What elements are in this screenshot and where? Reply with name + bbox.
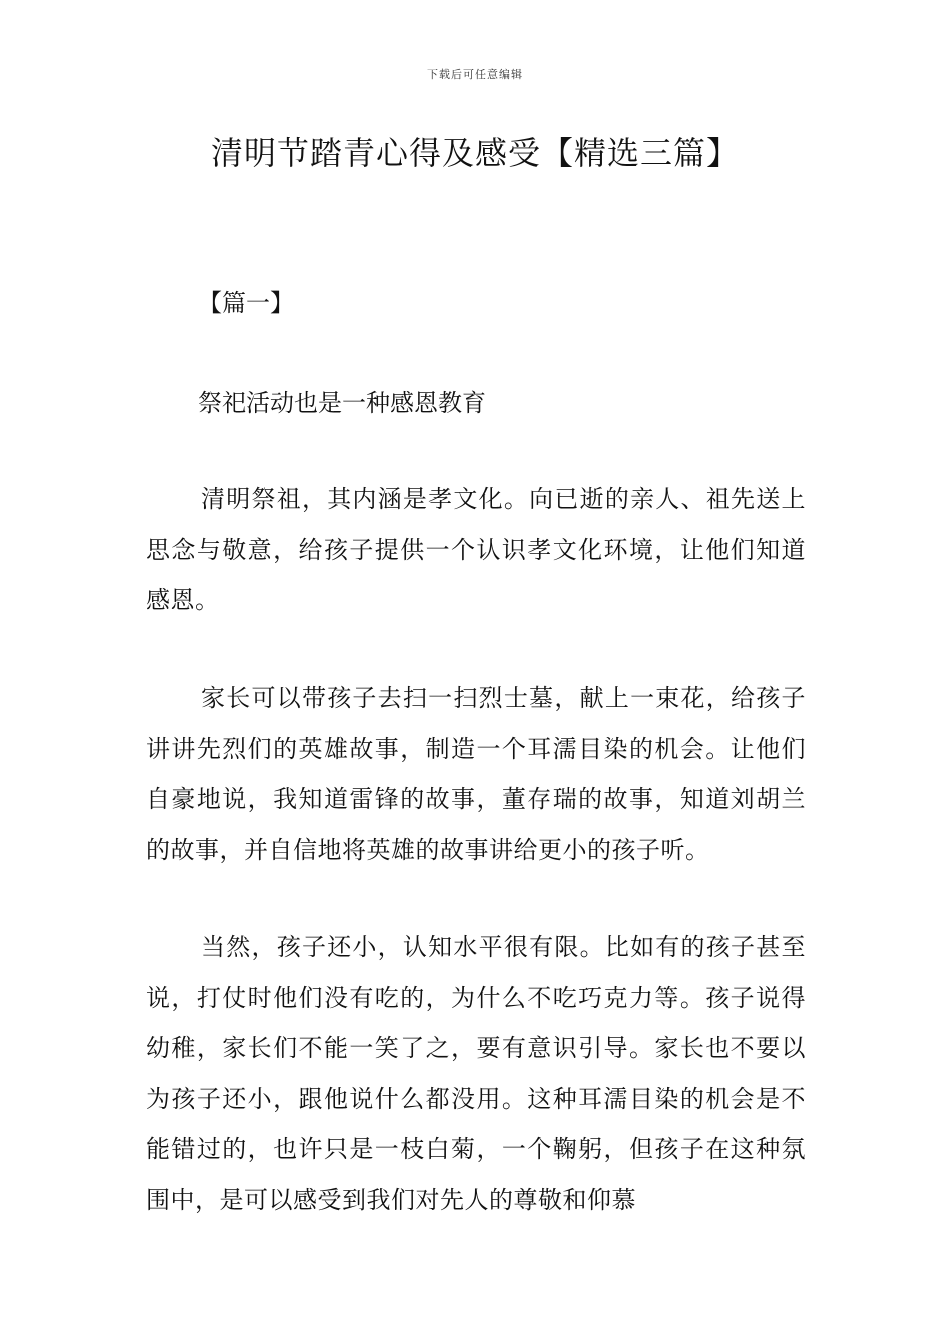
- subheading: 祭祀活动也是一种感恩教育: [198, 389, 486, 417]
- paragraph: 当然，孩子还小，认知水平很有限。比如有的孩子甚至说，打仗时他们没有吃的，为什么不吃巧克力等。孩子说得幼稚，家长们不能一笑了之，要有意识引导。家长也不要以为孩子还小，跟他说什么都没用。这种耳濡目染的机会是不能错过的，也许只是一枝白菊，一个鞠躬，但孩子在这种氛围中，是可以感受到我们对先人的尊敬和仰慕: [146, 933, 806, 1214]
- section-heading: 【篇一】: [198, 289, 294, 317]
- document-title: 清明节踏青心得及感受【精选三篇】: [210, 134, 739, 172]
- header-note: 下载后可任意编辑: [427, 68, 523, 81]
- paragraph: 清明祭祖，其内涵是孝文化。向已逝的亲人、祖先送上思念与敬意，给孩子提供一个认识孝文化环境，让他们知道感恩。: [146, 485, 806, 614]
- paragraph: 家长可以带孩子去扫一扫烈士墓，献上一束花，给孩子讲讲先烈们的英雄故事，制造一个耳濡目染的机会。让他们自豪地说，我知道雷锋的故事，董存瑞的故事，知道刘胡兰的故事，并自信地将英雄的故事讲给更小的孩子听。: [146, 684, 806, 864]
